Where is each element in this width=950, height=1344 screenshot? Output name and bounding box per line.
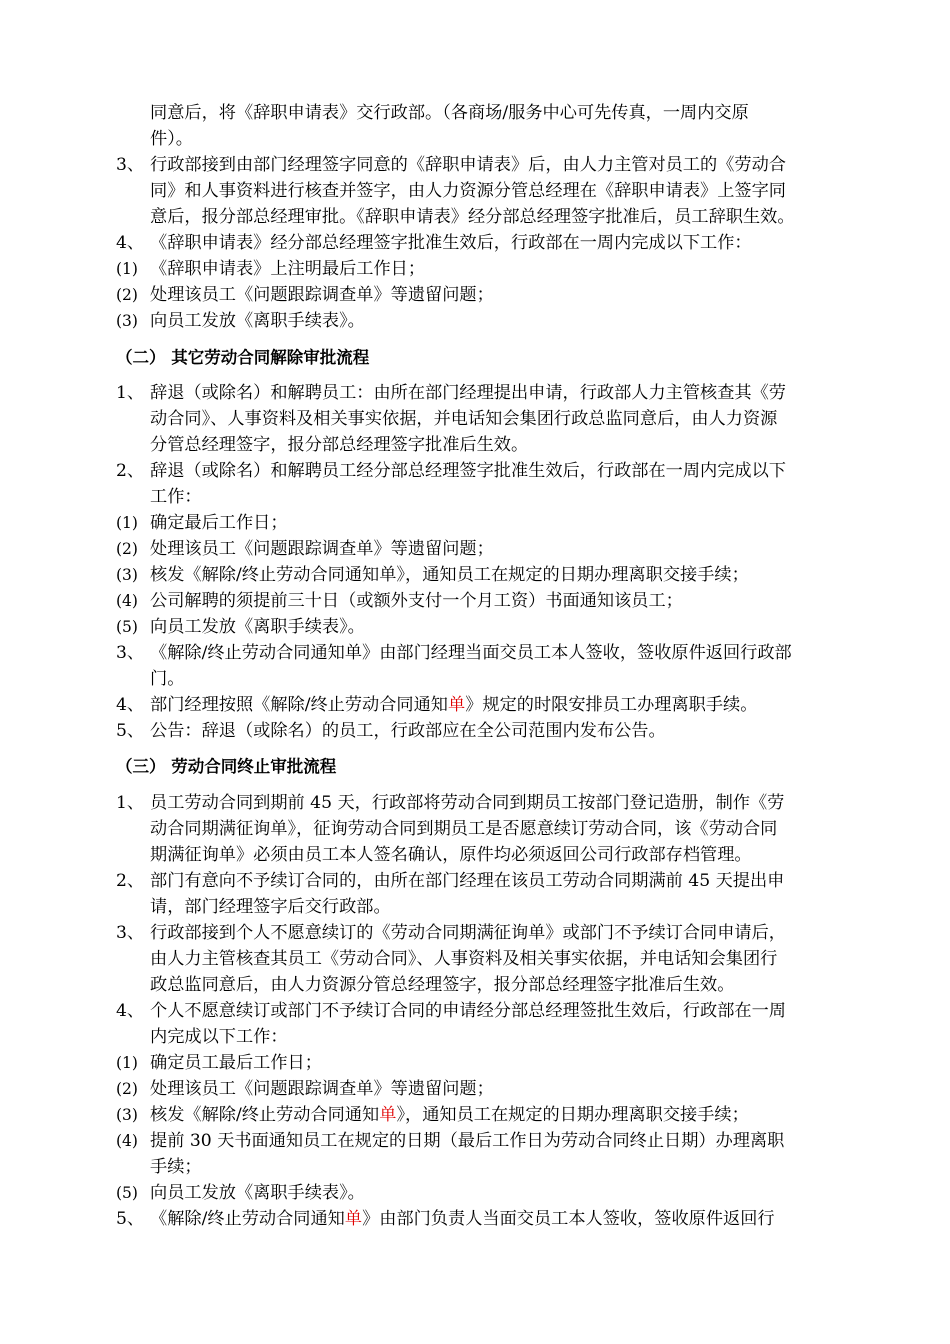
item-number: 1、 xyxy=(116,383,145,403)
paragraph-line: 件）。 xyxy=(150,129,193,149)
text-run: 》规定的时限安排员工办理离职手续。 xyxy=(465,695,758,715)
paragraph-line: 请，部门经理签字后交行政部。 xyxy=(150,897,391,917)
text-run: 部门经理按照《解除/终止劳动合同通知 xyxy=(150,695,448,715)
paragraph-line: 《辞职申请表》经分部总经理签字批准生效后，行政部在一周内完成以下工作： xyxy=(150,233,752,253)
paragraph-line: 政总监同意后，由人力资源分管总经理签字，报分部总经理签字批准后生效。 xyxy=(150,975,735,995)
sub-item-number: (1) xyxy=(116,514,138,532)
sub-item-text: 手续； xyxy=(150,1157,202,1177)
sub-item-text: 处理该员工《问题跟踪调查单》等遗留问题； xyxy=(150,1079,494,1099)
paragraph-line: 员工劳动合同到期前 45 天，行政部将劳动合同到期员工按部门登记造册，制作《劳 xyxy=(150,793,785,813)
item-number: 3、 xyxy=(116,155,145,175)
paragraph-line: 期满征询单》必须由员工本人签名确认，原件均必须返回公司行政部存档管理。 xyxy=(150,845,752,865)
sub-item-number: (4) xyxy=(116,592,138,610)
sub-item-text: 确定员工最后工作日； xyxy=(150,1053,322,1073)
highlighted-text: 单 xyxy=(447,695,466,715)
item-number: 2、 xyxy=(116,461,145,481)
sub-item-text: 向员工发放《离职手续表》。 xyxy=(150,311,365,331)
item-number: 3、 xyxy=(116,643,145,663)
sub-item-text: 核发《解除/终止劳动合同通知单》，通知员工在规定的日期办理离职交接手续； xyxy=(150,565,749,585)
highlighted-text: 单 xyxy=(379,1105,397,1125)
paragraph-line: 同意后，将《辞职申请表》交行政部。（各商场/服务中心可先传真，一周内交原 xyxy=(150,103,749,123)
paragraph-line: 工作： xyxy=(150,487,202,507)
item-number: 5、 xyxy=(116,1209,145,1229)
section-heading: （三） 劳动合同终止审批流程 xyxy=(116,757,337,776)
paragraph-line: 辞退（或除名）和解聘员工：由所在部门经理提出申请，行政部人力主管核查其《劳 xyxy=(150,383,786,403)
item-number: 4、 xyxy=(116,695,145,715)
paragraph-line: 公告：辞退（或除名）的员工，行政部应在全公司范围内发布公告。 xyxy=(150,721,666,741)
sub-item-number: (2) xyxy=(116,1080,138,1098)
sub-item-number: (4) xyxy=(116,1132,138,1150)
text-run: 核发《解除/终止劳动合同通知 xyxy=(150,1105,380,1125)
sub-item-text xyxy=(150,1102,749,1128)
text-run: 》由部门负责人当面交员工本人签收，签收原件返回行 xyxy=(362,1209,775,1229)
sub-item-text: 公司解聘的须提前三十日（或额外支付一个月工资）书面通知该员工； xyxy=(150,591,683,611)
paragraph-line xyxy=(150,692,757,718)
item-number: 4、 xyxy=(116,1001,145,1021)
sub-item-text: 确定最后工作日； xyxy=(150,513,288,533)
sub-item-text: 处理该员工《问题跟踪调查单》等遗留问题； xyxy=(150,285,494,305)
item-number: 1、 xyxy=(116,793,145,813)
paragraph-line xyxy=(150,1206,775,1232)
sub-item-number: (1) xyxy=(116,260,138,278)
text-run: 《解除/终止劳动合同通知 xyxy=(150,1209,345,1229)
item-number: 5、 xyxy=(116,721,145,741)
sub-item-text: 处理该员工《问题跟踪调查单》等遗留问题； xyxy=(150,539,494,559)
paragraph-line: 门。 xyxy=(150,669,185,689)
sub-item-text: 提前 30 天书面通知员工在规定的日期（最后工作日为劳动合同终止日期）办理离职 xyxy=(150,1131,785,1151)
paragraph-line: 同》和人事资料进行核查并签字，由人力资源分管总经理在《辞职申请表》上签字同 xyxy=(150,181,786,201)
sub-item-number: (5) xyxy=(116,1184,138,1202)
sub-item-number: (2) xyxy=(116,286,138,304)
sub-item-number: (2) xyxy=(116,540,138,558)
paragraph-line: 动合同》、人事资料及相关事实依据，并电话知会集团行政总监同意后，由人力资源 xyxy=(150,409,778,429)
sub-item-text: 向员工发放《离职手续表》。 xyxy=(150,617,365,637)
paragraph-line: 内完成以下工作： xyxy=(150,1027,288,1047)
paragraph-line: 个人不愿意续订或部门不予续订合同的申请经分部总经理签批生效后，行政部在一周 xyxy=(150,1001,786,1021)
paragraph-line: 行政部接到个人不愿意续订的《劳动合同期满征询单》或部门不予续订合同申请后， xyxy=(150,923,786,943)
paragraph-line: 分管总经理签字，报分部总经理签字批准后生效。 xyxy=(150,435,529,455)
paragraph-line: 由人力主管核查其员工《劳动合同》、人事资料及相关事实依据，并电话知会集团行 xyxy=(150,949,778,969)
sub-item-number: (3) xyxy=(116,312,138,330)
sub-item-text: 向员工发放《离职手续表》。 xyxy=(150,1183,365,1203)
item-number: 4、 xyxy=(116,233,145,253)
sub-item-number: (3) xyxy=(116,1106,138,1124)
section-heading: （二） 其它劳动合同解除审批流程 xyxy=(116,348,370,367)
paragraph-line: 辞退（或除名）和解聘员工经分部总经理签字批准生效后，行政部在一周内完成以下 xyxy=(150,461,786,481)
paragraph-line: 意后，报分部总经理审批。《辞职申请表》经分部总经理签字批准后，员工辞职生效。 xyxy=(150,207,795,227)
paragraph-line: 部门有意向不予续订合同的，由所在部门经理在该员工劳动合同期满前 45 天提出申 xyxy=(150,871,785,891)
sub-item-number: (1) xyxy=(116,1054,138,1072)
sub-item-text: 《辞职申请表》上注明最后工作日； xyxy=(150,259,426,279)
sub-item-number: (5) xyxy=(116,618,138,636)
paragraph-line: 《解除/终止劳动合同通知单》由部门经理当面交员工本人签收，签收原件返回行政部 xyxy=(150,643,792,663)
paragraph-line: 动合同期满征询单》，征询劳动合同到期员工是否愿意续订劳动合同，该《劳动合同 xyxy=(150,819,778,839)
item-number: 3、 xyxy=(116,923,145,943)
paragraph-line: 行政部接到由部门经理签字同意的《辞职申请表》后，由人力主管对员工的《劳动合 xyxy=(150,155,786,175)
item-number: 2、 xyxy=(116,871,145,891)
highlighted-text: 单 xyxy=(344,1209,363,1229)
text-run: 》，通知员工在规定的日期办理离职交接手续； xyxy=(396,1105,749,1125)
sub-item-number: (3) xyxy=(116,566,138,584)
